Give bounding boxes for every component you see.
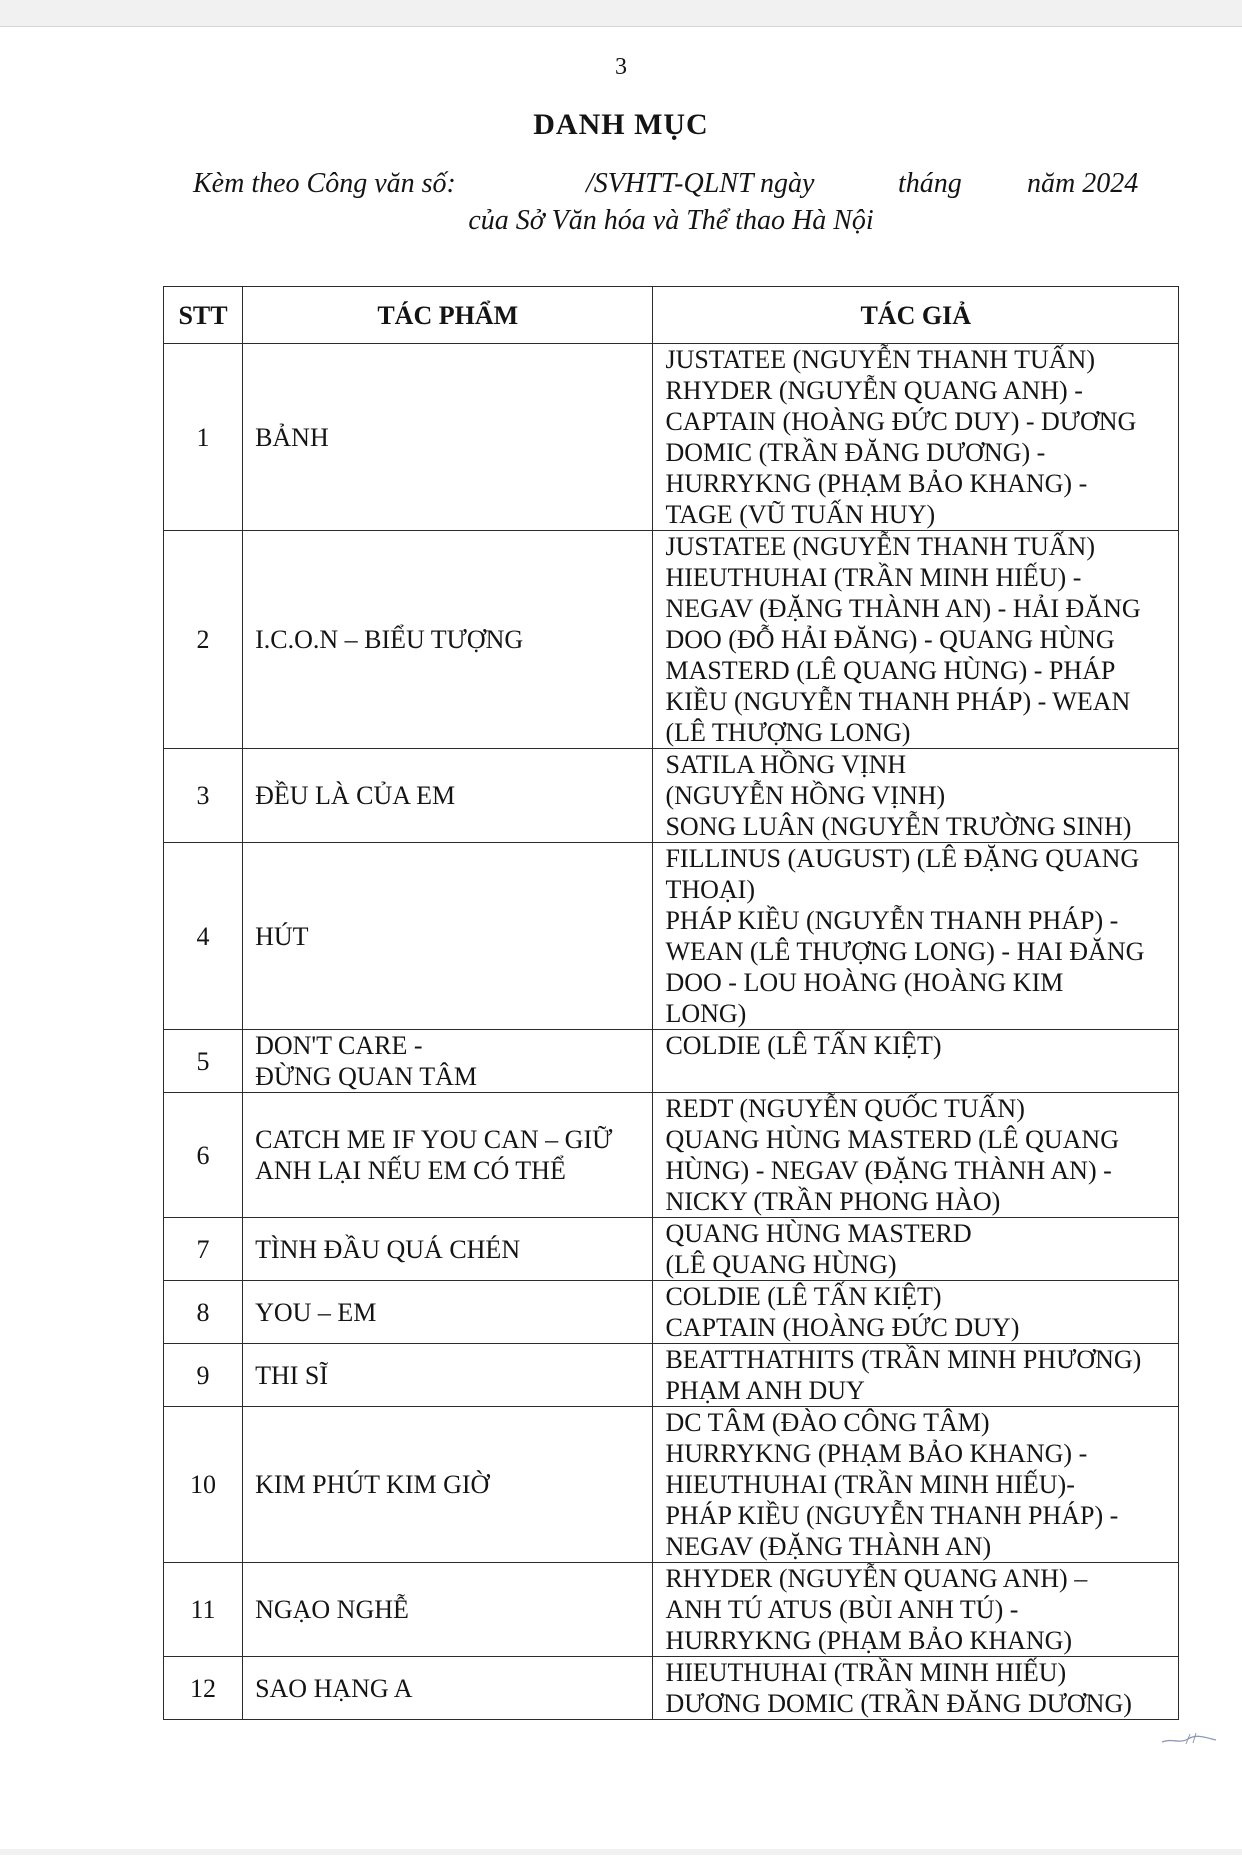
table-row	[164, 749, 1179, 843]
row-authors	[653, 344, 1179, 531]
author-line: COLDIE (LÊ TẤN KIỆT)	[665, 1282, 942, 1311]
row-authors	[653, 843, 1179, 1030]
row-authors	[653, 749, 1179, 843]
author-line: HURRYKNG (PHẠM BẢO KHANG)	[665, 1626, 1073, 1655]
author-line: THOẠI)	[665, 875, 755, 904]
work-line: I.C.O.N – BIỂU TƯỢNG	[255, 625, 524, 654]
table-row	[164, 1344, 1179, 1407]
author-line: CAPTAIN (HOÀNG ĐỨC DUY) - DƯƠNG	[665, 407, 1137, 436]
author-line: RHYDER (NGUYỄN QUANG ANH) –	[665, 1564, 1088, 1593]
page-number: 3	[615, 54, 627, 80]
signature-mark	[1160, 1728, 1220, 1748]
author-line: KIỀU (NGUYỄN THANH PHÁP) - WEAN	[665, 687, 1131, 716]
row-work-title	[243, 1344, 653, 1407]
row-authors	[653, 1657, 1179, 1720]
author-line: HIEUTHUHAI (TRẦN MINH HIẾU)-	[665, 1470, 1075, 1499]
work-line: THI SĨ	[255, 1360, 328, 1390]
row-work-title	[243, 344, 653, 531]
row-work-title	[243, 1407, 653, 1563]
work-line: SAO HẠNG A	[255, 1673, 413, 1703]
author-line: NICKY (TRẦN PHONG HÀO)	[665, 1187, 1001, 1216]
row-work-title	[243, 1657, 653, 1720]
work-line: TÌNH ĐẦU QUÁ CHÉN	[255, 1234, 521, 1264]
row-work-title	[243, 749, 653, 843]
author-line: NEGAV (ĐẶNG THÀNH AN)	[665, 1532, 992, 1561]
author-line: HIEUTHUHAI (TRẦN MINH HIẾU) -	[665, 563, 1082, 592]
work-line: CATCH ME IF YOU CAN – GIỮ	[255, 1125, 613, 1154]
row-work-title	[243, 1563, 653, 1657]
author-line: CAPTAIN (HOÀNG ĐỨC DUY)	[665, 1313, 1020, 1342]
row-work-title	[243, 531, 653, 749]
header-author: TÁC GIẢ	[653, 287, 1179, 344]
work-line: BẢNH	[255, 422, 329, 452]
author-line: (NGUYỄN HỒNG VỊNH)	[665, 781, 946, 810]
table-row	[164, 1093, 1179, 1218]
row-authors	[653, 1563, 1179, 1657]
reference-month: tháng	[898, 168, 962, 199]
author-line: JUSTATEE (NGUYỄN THANH TUẤN)	[665, 532, 1095, 561]
row-authors	[653, 1030, 1179, 1093]
row-stt: 1	[164, 344, 243, 531]
author-line: WEAN (LÊ THƯỢNG LONG) - HAI ĐĂNG	[665, 937, 1145, 966]
row-authors	[653, 1093, 1179, 1218]
work-line: ĐỀU LÀ CỦA EM	[255, 781, 456, 810]
author-line: DƯƠNG DOMIC (TRẦN ĐĂNG DƯƠNG)	[665, 1689, 1132, 1718]
work-line: YOU – EM	[255, 1297, 377, 1327]
work-line: HÚT	[255, 921, 309, 951]
header-stt: STT	[164, 287, 243, 344]
row-stt: 4	[164, 843, 243, 1030]
row-stt: 10	[164, 1407, 243, 1563]
author-line: DOO (ĐỖ HẢI ĐĂNG) - QUANG HÙNG	[665, 625, 1115, 654]
author-line: HURRYKNG (PHẠM BẢO KHANG) -	[665, 1439, 1088, 1468]
work-line: ĐỪNG QUAN TÂM	[255, 1062, 477, 1091]
table-body	[164, 344, 1179, 1720]
author-line: HIEUTHUHAI (TRẦN MINH HIẾU)	[665, 1658, 1067, 1687]
author-line: PHÁP KIỀU (NGUYỄN THANH PHÁP) -	[665, 1501, 1119, 1530]
author-line: HURRYKNG (PHẠM BẢO KHANG) -	[665, 469, 1088, 498]
author-line: DC TÂM (ĐÀO CÔNG TÂM)	[665, 1408, 990, 1437]
table-header-row	[164, 287, 1179, 344]
header-work: TÁC PHẨM	[243, 287, 653, 344]
author-line: DOO - LOU HOÀNG (HOÀNG KIM	[665, 968, 1064, 997]
reference-year: năm 2024	[1027, 168, 1139, 199]
author-line: REDT (NGUYỄN QUỐC TUẤN)	[665, 1094, 1025, 1123]
author-line: SATILA HỒNG VỊNH	[665, 750, 907, 779]
row-stt: 9	[164, 1344, 243, 1407]
author-line: BEATTHATHITS (TRẦN MINH PHƯƠNG)	[665, 1345, 1142, 1374]
reference-code: /SVHTT-QLNT ngày	[586, 168, 815, 199]
author-line: QUANG HÙNG MASTERD (LÊ QUANG	[665, 1125, 1119, 1154]
author-line: (LÊ THƯỢNG LONG)	[665, 718, 911, 747]
author-line: (LÊ QUANG HÙNG)	[665, 1250, 897, 1279]
row-stt: 3	[164, 749, 243, 843]
reference-issuer: của Sở Văn hóa và Thể thao Hà Nội	[468, 205, 874, 236]
row-authors	[653, 1281, 1179, 1344]
author-line: ANH TÚ ATUS (BÙI ANH TÚ) -	[665, 1595, 1019, 1624]
table-row	[164, 1407, 1179, 1563]
row-stt: 12	[164, 1657, 243, 1720]
row-authors	[653, 1218, 1179, 1281]
table-row	[164, 1563, 1179, 1657]
author-line: FILLINUS (AUGUST) (LÊ ĐẶNG QUANG	[665, 844, 1140, 873]
row-authors	[653, 1407, 1179, 1563]
author-line: PHẠM ANH DUY	[665, 1376, 865, 1405]
author-line: HÙNG) - NEGAV (ĐẶNG THÀNH AN) -	[665, 1156, 1112, 1185]
table-row	[164, 1657, 1179, 1720]
work-line: KIM PHÚT KIM GIỜ	[255, 1470, 490, 1499]
work-line: DON'T CARE -	[255, 1031, 423, 1060]
row-stt: 7	[164, 1218, 243, 1281]
author-line: TAGE (VŨ TUẤN HUY)	[665, 500, 936, 529]
author-line: JUSTATEE (NGUYỄN THANH TUẤN)	[665, 345, 1095, 374]
reference-prefix: Kèm theo Công văn số:	[193, 168, 456, 199]
table-row	[164, 344, 1179, 531]
author-line: QUANG HÙNG MASTERD	[665, 1219, 972, 1248]
row-work-title	[243, 843, 653, 1030]
row-work-title	[243, 1030, 653, 1093]
work-line: ANH LẠI NẾU EM CÓ THỂ	[255, 1156, 566, 1185]
row-stt: 8	[164, 1281, 243, 1344]
row-stt: 6	[164, 1093, 243, 1218]
table-row	[164, 531, 1179, 749]
author-line: DOMIC (TRẦN ĐĂNG DƯƠNG) -	[665, 438, 1046, 467]
row-stt: 5	[164, 1030, 243, 1093]
table-row	[164, 1030, 1179, 1093]
document-title: DANH MỤC	[533, 108, 709, 141]
row-authors	[653, 1344, 1179, 1407]
row-stt: 2	[164, 531, 243, 749]
work-line: NGẠO NGHỄ	[255, 1595, 409, 1624]
row-work-title	[243, 1093, 653, 1218]
author-line: RHYDER (NGUYỄN QUANG ANH) -	[665, 376, 1083, 405]
table-row	[164, 843, 1179, 1030]
author-line: SONG LUÂN (NGUYỄN TRƯỜNG SINH)	[665, 812, 1132, 841]
table-row	[164, 1281, 1179, 1344]
author-line: PHÁP KIỀU (NGUYỄN THANH PHÁP) -	[665, 906, 1119, 935]
row-work-title	[243, 1281, 653, 1344]
row-stt: 11	[164, 1563, 243, 1657]
row-work-title	[243, 1218, 653, 1281]
row-authors	[653, 531, 1179, 749]
author-line: COLDIE (LÊ TẤN KIỆT)	[665, 1031, 942, 1060]
works-table	[163, 286, 1179, 1720]
author-line: MASTERD (LÊ QUANG HÙNG) - PHÁP	[665, 656, 1116, 685]
author-line: LONG)	[665, 999, 747, 1028]
author-line: NEGAV (ĐẶNG THÀNH AN) - HẢI ĐĂNG	[665, 594, 1141, 623]
table-row	[164, 1218, 1179, 1281]
